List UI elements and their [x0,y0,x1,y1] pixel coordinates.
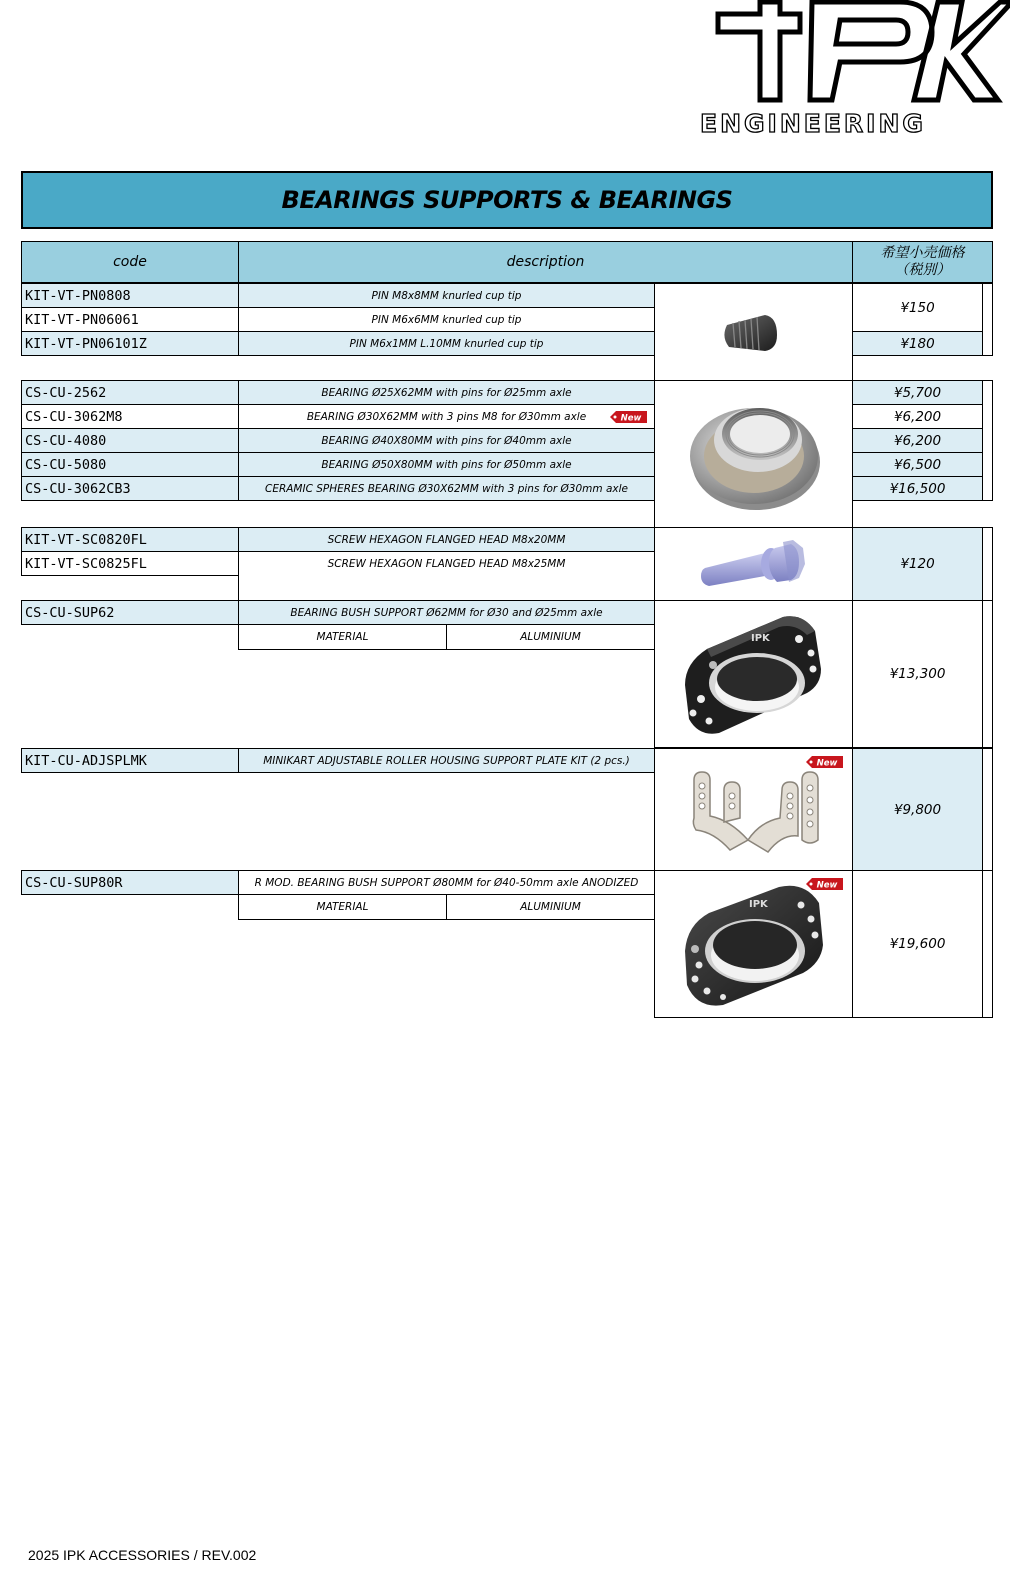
product-image-cell [654,380,853,528]
material-label-cell [238,624,447,650]
new-badge-label: New [816,880,838,891]
ipk-engineering-logo [700,0,1010,140]
bearing-image [684,394,824,514]
bearing-support-80r-image [679,879,829,1009]
product-code: CS-CU-SUP80R [25,874,123,891]
product-price: ¥150 [900,299,935,316]
product-price: ¥6,200 [893,408,942,425]
svg-text:IPK: IPK [748,899,768,910]
product-description: SCREW HEXAGON FLANGED HEAD M8x25MM [327,557,566,570]
product-code: CS-CU-3062M8 [25,408,123,425]
table-row-code [21,452,239,477]
product-image-cell [654,527,853,601]
table-edge [982,748,993,871]
table-row-code [21,380,239,405]
svg-text:IPK: IPK [750,633,770,644]
table-row-description [238,748,655,773]
header-price [852,241,993,283]
product-description: PIN M6x6MM knurled cup tip [371,313,522,326]
product-price: ¥16,500 [889,480,946,497]
product-price: ¥6,500 [893,456,942,473]
material-label: MATERIAL [316,901,369,913]
material-value: ALUMINIUM [520,631,581,643]
product-price: ¥9,800 [893,801,942,818]
table-row-description [238,551,655,576]
material-value-cell [446,894,655,920]
header-description [238,241,853,283]
page-title: BEARINGS SUPPORTS & BEARINGS [281,186,733,214]
price-cell [852,380,983,405]
product-description: PIN M6x1MM L.10MM knurled cup tip [349,337,544,350]
product-code: KIT-CU-ADJSPLMK [25,752,147,769]
product-description: MINIKART ADJUSTABLE ROLLER HOUSING SUPPORT PLATE KIT (2 pcs.) [263,754,630,767]
product-price: ¥5,700 [893,384,942,401]
product-price: ¥13,300 [889,666,946,682]
product-code: CS-CU-SUP62 [25,604,115,621]
table-row-code [21,551,239,576]
new-badge-icon [610,409,648,423]
header-description-label: description [506,254,585,270]
table-edge [982,380,993,501]
product-price: ¥120 [900,556,935,572]
table-row-code [21,527,239,552]
table-edge [982,600,993,748]
product-description: BEARING Ø50X80MM with pins for Ø50mm axle [321,458,572,471]
table-row-description [238,331,655,356]
table-row-description [238,452,655,477]
material-label: MATERIAL [316,631,369,643]
price-cell [852,331,983,356]
product-description: CERAMIC SPHERES BEARING Ø30X62MM with 3 pins for Ø30mm axle [264,482,628,495]
price-cell [852,452,983,477]
product-image-cell [654,870,853,1018]
price-cell [852,404,983,429]
material-value: ALUMINIUM [520,901,581,913]
product-description: BEARING BUSH SUPPORT Ø62MM for Ø30 and Ø25mm axle [290,606,603,619]
table-row-code [21,331,239,356]
new-badge-label: New [816,758,838,769]
product-code: CS-CU-4080 [25,432,107,449]
table-row-description [238,527,655,552]
new-badge-icon [806,876,844,890]
product-code: KIT-VT-SC0820FL [25,531,147,548]
table-row-code [21,428,239,453]
product-price: ¥180 [900,335,935,352]
table-row-description [238,307,655,332]
product-code: KIT-VT-PN0808 [25,287,131,304]
product-description: BEARING Ø25X62MM with pins for Ø25mm axle [321,386,572,399]
table-row-code [21,748,239,773]
product-price: ¥6,200 [893,432,942,449]
table-spacer [852,500,993,528]
price-cell [852,527,983,601]
material-value-cell [446,624,655,650]
table-edge [982,283,993,356]
header-price-tax-note: （税別） [894,262,951,278]
product-description: BEARING Ø30X62MM with 3 pins M8 for Ø30mm axle [306,410,587,423]
product-description: PIN M8x8MM knurled cup tip [371,289,522,302]
table-row-description [238,476,655,501]
new-badge-label: New [620,413,642,424]
footer-revision: 2025 IPK ACCESSORIES / REV.002 [28,1547,257,1563]
support-plate-kit-image [684,760,824,860]
table-row-description [238,870,655,895]
price-cell [852,870,983,1018]
product-code: CS-CU-2562 [25,384,107,401]
header-price-label: 希望小売価格 [880,245,965,261]
table-row-description [238,428,655,453]
table-row-code [21,404,239,429]
logo-engineering-text: ENGINEERING [700,109,926,138]
header-code [21,241,239,283]
table-row-code [21,307,239,332]
product-code: CS-CU-3062CB3 [25,480,131,497]
price-cell [852,428,983,453]
product-description: BEARING Ø40X80MM with pins for Ø40mm axle [321,434,572,447]
product-price: ¥19,600 [889,936,946,952]
table-row-description [238,404,655,429]
product-image-cell [654,283,853,381]
product-code: KIT-VT-PN06101Z [25,335,147,352]
table-edge [982,527,993,601]
table-row-description [238,283,655,308]
price-cell [852,600,983,748]
table-row-code [21,870,239,895]
table-row-code [21,476,239,501]
price-cell [852,476,983,501]
header-code-label: code [113,254,147,270]
table-row-code [21,600,239,625]
product-code: KIT-VT-SC0825FL [25,555,147,572]
table-row-code [21,283,239,308]
table-row-description [238,600,655,625]
product-code: KIT-VT-PN06061 [25,311,139,328]
product-code: CS-CU-5080 [25,456,107,473]
table-spacer [852,355,993,381]
set-screw-pin-image [719,307,789,357]
table-row-description [238,380,655,405]
table-edge [982,870,993,1018]
product-image-cell [654,600,853,748]
page-title-bar [21,171,993,229]
flanged-screw-image [699,534,809,594]
product-description: SCREW HEXAGON FLANGED HEAD M8x20MM [327,533,566,546]
price-cell [852,283,983,332]
product-description: R MOD. BEARING BUSH SUPPORT Ø80MM for Ø40-50mm axle ANODIZED [254,876,639,889]
table-spacer [238,575,655,601]
material-label-cell [238,894,447,920]
new-badge-icon [806,754,844,768]
bearing-support-62-image [679,609,829,739]
price-cell [852,748,983,871]
